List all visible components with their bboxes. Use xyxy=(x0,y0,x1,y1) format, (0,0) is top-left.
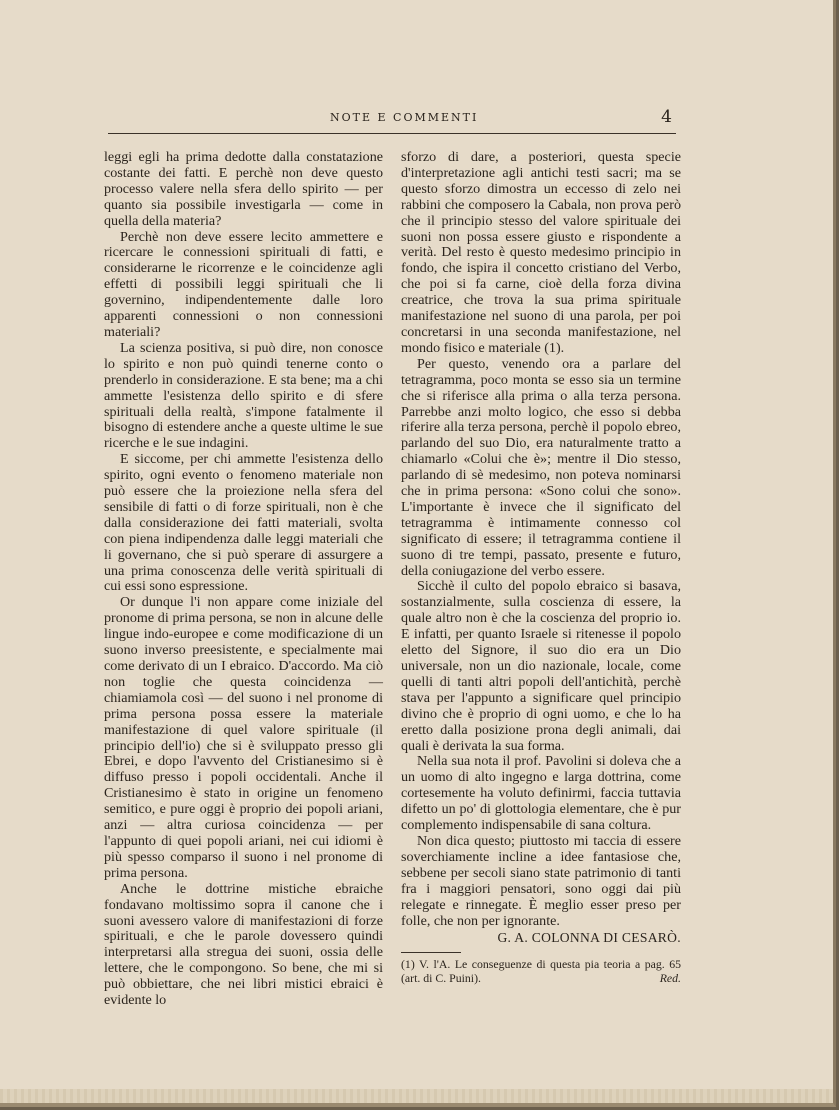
paragraph: sforzo di dare, a posteriori, questa specie d'interpretazione agli antichi testi sacri; ma se questo sforzo dimostra un eccesso di zelo nei rabbini che composero la Cabala, non prova però che il principio stesso del valore spirituale dei suoni non possa essere giusto e rispondente a verità. Del resto è questo medesimo principio in fondo, che ispira il concetto cristiano del Verbo, che poi si fa carne, cioè della forza divina creatrice, che trova la sua prima spirituale manifestazione nel suono di una parola, per poi concretarsi in una seconda manifestazione, nel mondo fisico e materiale (1). xyxy=(401,149,681,356)
paragraph: Nella sua nota il prof. Pavolini si doleva che a un uomo di alto ingegno e larga dottrina, come cortesemente ha voluto definirmi, faccia tuttavia difetto un po' di glottologia elementare, che è pur complemento indispensabile di sana coltura. xyxy=(401,753,681,834)
footnote-separator xyxy=(401,952,461,953)
paragraph: Perchè non deve essere lecito ammettere e ricercare le connessioni spirituali di fatti, e considerarne le ricorrenze e le coincidenze agli effetti di possibili leggi spirituali che li governino, indipendentemente dalle loro apparenti connessioni o non connessioni materiali? xyxy=(104,228,383,340)
paragraph: La scienza positiva, si può dire, non conosce lo spirito e non può quindi tenerne conto o prenderlo in considerazione. E sta bene; ma a chi ammette l'esistenza dello spirito e di sfere spirituali della realtà, s'impone fatalmente il bisogno di estendere anche a queste ultime le sue ricerche e le sue indagini. xyxy=(104,339,383,452)
left-column xyxy=(104,150,383,1009)
paragraph: Per questo, venendo ora a parlare del tetragramma, poco monta se esso sia un termine che si riferisce alla prima o alla terza persona. Parrebbe anzi molto logico, che esso si debba riferire alla terza persona, perchè il popolo ebreo, parlando del suo Dio, era naturalmente tratto a chiamarlo «Colui che è»; mentre il Dio stesso, parlando di sè medesimo, non poteva nominarsi che in prima persona: «Sono colui che sono». L'importante è invece che il significato del tetragramma è intimamente connesso col significato di essere; il tetragramma contiene il suono di tre tempi, passato, presente e futuro, della coniugazione del verbo essere. xyxy=(401,355,681,579)
footnote-text: (1) V. l'A. Le conseguenze di questa pia teoria a pag. 65 (art. di C. Puini). xyxy=(401,957,681,986)
paragraph: Non dica questo; piuttosto mi taccia di essere soverchiamente incline a idee fantasiose che, sebbene per secoli siano state patrimonio di tanti fra i maggiori pensatori, sono oggi dai più relegate e rinnegate. È meglio esser preso per folle, che non per ignorante. xyxy=(401,832,681,929)
paragraph: Or dunque l'i non appare come iniziale del pronome di prima persona, se non in alcune delle lingue indo-europee e come modificazione di un suono inverso preesistente, e specialmente mai come derivato di un I ebraico. D'accordo. Ma ciò non toglie che questa coincidenza — chiamiamola così — del suono i nel pronome di prima persona possa essere la materiale manifestazione di quel valore spirituale (il principio dell'io) che si è sviluppato presso gli Ebrei, e dopo l'avvento del Cristianesimo si è diffuso presso i popoli occidentali. Anche il Cristianesimo è stato in origine un fenomeno semitico, e pure oggi è proprio dei popoli ariani, anzi — altra curiosa coincidenza — per l'appunto di quei popoli ariani, nei cui idiomi è più spesso comparso il suono i nel pronome di prima persona. xyxy=(104,594,383,881)
author-signature: G. A. COLONNA DI CESARÒ. xyxy=(497,930,681,946)
paragraph: E siccome, per chi ammette l'esistenza dello spirito, ogni evento o fenomeno materiale non può essere che la proiezione nella sfera del sensibile di fatti o di forze spirituali, non è che dalla considerazione dei fatti materiali, svolta con piena indipendenza dalle leggi materiali che li governano, che si può sperare di assurgere a una prima conoscenza delle verità spirituali di cui essi sono espressione. xyxy=(104,451,383,595)
page-number: 4 xyxy=(661,107,672,127)
editor-mark: Red. xyxy=(659,971,681,986)
page-header xyxy=(108,107,676,134)
footnote xyxy=(401,957,681,985)
running-title: NOTE E COMMENTI xyxy=(330,111,479,124)
paragraph: leggi egli ha prima dedotte dalla constatazione costante dei fatti. E perchè non deve questo processo valere nella sfera dello spirito — per quanto sia possibile investigarla — come in quella della materia? xyxy=(104,149,383,229)
paragraph: Anche le dottrine mistiche ebraiche fondavano moltissimo sopra il canone che i suoni avessero valore di manifestazioni di forze spirituali, e che le parole dovessero quindi interpretarsi alla stregua dei suoni, ossia delle lettere, che le compongono. So bene, che mi si può obbiettare, che nei libri mistici ebraici è evidente lo xyxy=(104,880,383,1009)
paragraph: Sicchè il culto del popolo ebraico si basava, sostanzialmente, sulla coscienza di essere, la quale altro non è che la coscienza del proprio io. E infatti, per quanto Israele si ritenesse il popolo eletto del Signore, il suo dio era un Dio universale, non un dio nazionale, locale, come quelli di tanti altri popoli dell'antichità, perchè stava per l'appunto a significare quel principio divino che è proprio di ogni uomo, e che lo ha eretto dalla posizione prona degli animali, dai quali è derivata la sua forma. xyxy=(401,578,681,754)
right-column xyxy=(401,150,681,985)
